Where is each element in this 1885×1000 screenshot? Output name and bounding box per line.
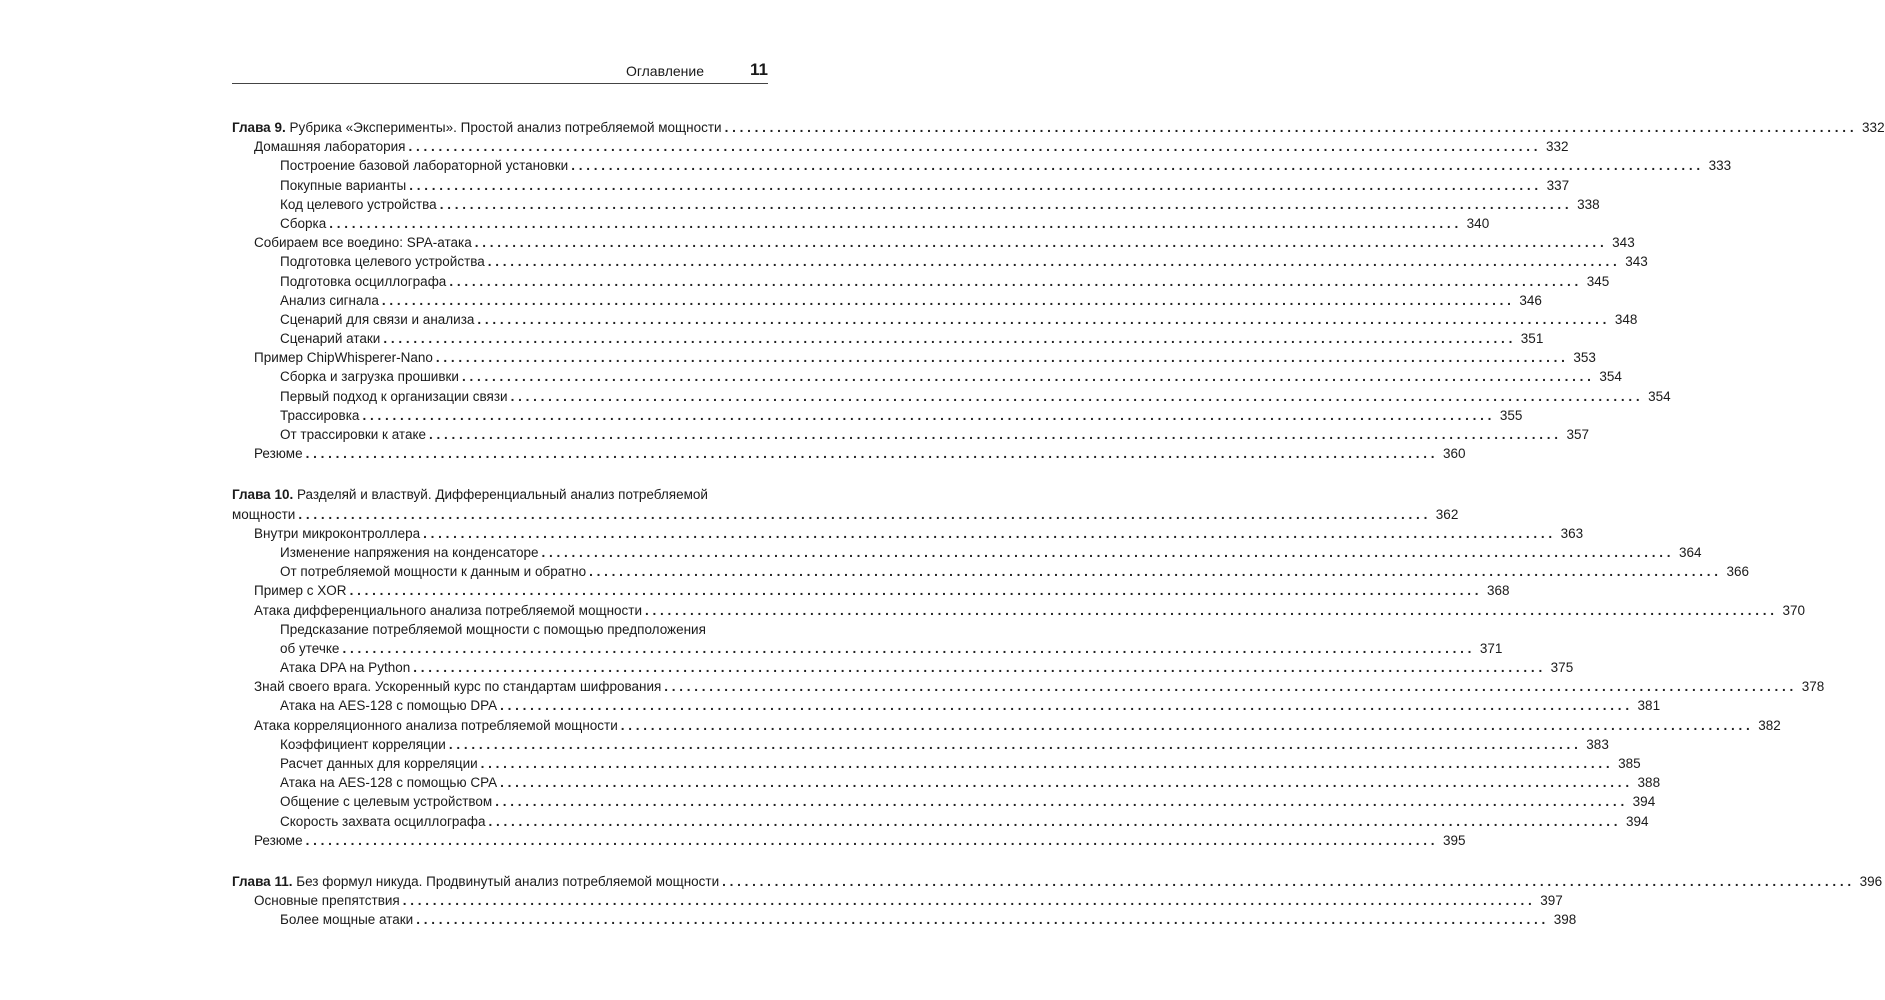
dot-leader [409, 176, 1538, 195]
entry-label: Расчет данных для корреляции [280, 756, 478, 771]
chapter-heading[interactable] [232, 118, 1885, 137]
section-entry[interactable] [232, 831, 1466, 850]
subsection-entry[interactable] [232, 735, 1609, 754]
subsection-entry[interactable] [232, 754, 1641, 773]
section-entry[interactable] [232, 137, 1569, 156]
entry-page-number: 357 [1566, 427, 1590, 442]
entry-page-number: 378 [1801, 679, 1825, 695]
dot-leader [413, 658, 1542, 677]
entry-label: Резюме [254, 446, 303, 462]
entry-label: Резюме [254, 832, 303, 848]
section-entry[interactable] [232, 716, 1781, 735]
entry-page-number: 353 [1573, 350, 1596, 366]
entry-label: Построение базовой лабораторной установки [280, 158, 569, 174]
dot-leader [645, 601, 1774, 620]
chapter-heading-continued[interactable] [232, 505, 1459, 524]
entry-label: Сборка и загрузка прошивки [280, 369, 459, 385]
chapter-prefix: Глава 10. [232, 487, 294, 503]
dot-leader [477, 310, 1606, 329]
dot-leader [350, 581, 1479, 600]
entry-label: Атака дифференциального анализа потребляемой мощности [254, 602, 643, 618]
entry-page-number: 398 [1553, 912, 1577, 928]
chapter-heading[interactable] [232, 872, 1883, 891]
entry-label: Собираем все воедино: SPA-атака [254, 235, 472, 251]
entry-label: Общение с целевым устройством [280, 794, 493, 810]
dot-leader [500, 773, 1629, 792]
entry-page-number: 382 [1758, 717, 1781, 733]
subsection-entry[interactable] [232, 367, 1622, 386]
entry-label: Атака на AES-128 с помощью CPA [280, 775, 498, 791]
dot-leader [298, 505, 1427, 524]
subsection-entry[interactable] [232, 910, 1577, 929]
section-entry[interactable] [232, 444, 1466, 463]
section-entry[interactable] [232, 677, 1825, 696]
dot-leader [589, 562, 1718, 581]
subsection-entry[interactable] [232, 214, 1490, 233]
header-rule [232, 83, 768, 84]
dot-leader [449, 735, 1578, 754]
dot-leader [429, 425, 1558, 444]
chapter-block [232, 485, 1825, 850]
dot-leader [571, 156, 1700, 175]
dot-leader [306, 831, 1435, 850]
dot-leader [621, 716, 1750, 735]
entry-page-number: 396 [1859, 873, 1883, 889]
dot-leader [500, 696, 1629, 715]
entry-page-number: 394 [1632, 794, 1656, 810]
subsection-entry[interactable] [232, 812, 1649, 831]
entry-label: Сборка [280, 215, 327, 231]
entry-page-number: 333 [1708, 158, 1732, 174]
entry-page-number: 343 [1625, 254, 1648, 270]
subsection-entry[interactable]: Предсказание потребляемой мощности с помощью предположения [280, 621, 706, 637]
dot-leader [416, 910, 1545, 929]
entry-label [232, 872, 719, 891]
dot-leader [511, 387, 1640, 406]
dot-leader [306, 444, 1435, 463]
entry-page-number: 332 [1545, 139, 1569, 155]
subsection-entry[interactable] [232, 543, 1702, 562]
entry-page-number: 394 [1625, 813, 1649, 829]
entry-page-number: 332 [1862, 120, 1885, 135]
entry-page-number: 383 [1586, 736, 1609, 752]
entry-label: Код целевого устройства [280, 196, 437, 212]
entry-page-number: 355 [1499, 407, 1523, 423]
entry-label: От трассировки к атаке [280, 427, 427, 442]
subsection-entry[interactable] [232, 329, 1544, 348]
entry-label: Сценарий для связи и анализа [280, 311, 475, 327]
entry-label: Домашняя лаборатория [254, 139, 406, 155]
entry-page-number: 345 [1586, 273, 1610, 289]
entry-page-number: 348 [1614, 311, 1638, 327]
entry-page-number: 395 [1443, 832, 1466, 848]
dot-leader [423, 524, 1552, 543]
entry-label: Основные препятствия [254, 893, 400, 909]
subsection-entry[interactable] [232, 658, 1574, 677]
entry-label: Знай своего врага. Ускоренный курс по стандартам шифрования [254, 679, 662, 695]
entry-label: Атака на AES-128 с помощью DPA [280, 698, 498, 714]
subsection-entry[interactable] [232, 310, 1638, 329]
chapter-prefix: Глава 9. [232, 120, 286, 135]
entry-page-number: 375 [1550, 660, 1574, 676]
entry-label: мощности [232, 506, 296, 522]
entry-label: Изменение напряжения на конденсаторе [280, 544, 539, 560]
dot-leader [664, 677, 1793, 696]
chapter-title: Без формул никуда. Продвинутый анализ потребляемой мощности [292, 873, 720, 889]
entry-page-number: 368 [1487, 583, 1510, 599]
dot-leader [725, 118, 1854, 137]
entry-label: Первый подход к организации связи [280, 388, 508, 404]
entry-page-number: 363 [1560, 525, 1584, 541]
section-entry[interactable] [232, 891, 1563, 910]
running-head [232, 60, 768, 82]
subsection-entry[interactable] [232, 291, 1542, 310]
entry-page-number: 388 [1637, 775, 1661, 791]
dot-leader [329, 214, 1458, 233]
chapter-heading[interactable] [232, 485, 768, 504]
subsection-entry-continued[interactable] [232, 639, 1503, 658]
dot-leader [462, 367, 1591, 386]
dot-leader [382, 291, 1511, 310]
dot-leader [495, 792, 1624, 811]
subsection-entry[interactable] [232, 773, 1661, 792]
page-number: 11 [750, 60, 768, 79]
chapter-block [232, 872, 1883, 930]
subsection-entry[interactable] [232, 195, 1600, 214]
entry-label: Анализ сигнала [280, 292, 379, 308]
entry-page-number: 343 [1612, 235, 1635, 251]
entry-label: От потребляемой мощности к данным и обратно [280, 564, 587, 580]
entry-label: Более мощные атаки [280, 912, 414, 928]
entry-page-number: 360 [1443, 446, 1466, 462]
section-entry[interactable] [232, 348, 1596, 367]
subsection-entry[interactable] [232, 272, 1610, 291]
dot-leader [449, 272, 1578, 291]
entry-label: Сценарий атаки [280, 331, 381, 347]
running-head-title: Оглавление [625, 63, 704, 79]
entry-label: Пример с XOR [254, 583, 347, 599]
entry-label: Подготовка целевого устройства [280, 254, 485, 270]
entry-label: Атака корреляционного анализа потребляемой мощности [254, 717, 618, 733]
entry-label: об утечке [280, 640, 340, 656]
entry-label: Пример ChipWhisperer-Nano [254, 350, 433, 366]
entry-page-number: 354 [1648, 388, 1671, 404]
chapter-prefix: Глава 11. [232, 873, 293, 889]
entry-page-number: 346 [1519, 292, 1542, 308]
entry-page-number: 340 [1466, 215, 1490, 231]
entry-page-number: 351 [1520, 331, 1544, 347]
entry-page-number: 397 [1540, 893, 1563, 909]
subsection-entry[interactable] [232, 176, 1570, 195]
entry-page-number: 370 [1782, 602, 1805, 618]
table-of-contents [232, 118, 1885, 952]
entry-label: Коэффициент корреляции [280, 736, 446, 752]
entry-page-number: 366 [1726, 564, 1750, 580]
subsection-entry[interactable] [232, 406, 1523, 425]
dot-leader [481, 754, 1610, 773]
subsection-entry[interactable] [232, 792, 1656, 811]
chapter-title: Рубрика «Эксперименты». Простой анализ потребляемой мощности [285, 120, 722, 135]
dot-leader [475, 233, 1604, 252]
entry-label: Внутри микроконтроллера [254, 525, 421, 541]
dot-leader [409, 137, 1538, 156]
entry-page-number: 362 [1435, 506, 1459, 522]
entry-label: Трассировка [280, 407, 360, 423]
entry-label: Скорость захвата осциллографа [280, 813, 486, 829]
entry-page-number: 354 [1599, 369, 1622, 385]
entry-label [232, 118, 722, 137]
subsection-entry[interactable] [232, 425, 1590, 444]
entry-page-number: 364 [1678, 544, 1702, 560]
entry-page-number: 371 [1479, 640, 1503, 656]
dot-leader [403, 891, 1532, 910]
chapter-title: Разделяй и властвуй. Дифференциальный анализ потребляемой [293, 487, 708, 503]
dot-leader [440, 195, 1569, 214]
entry-page-number: 381 [1637, 698, 1661, 714]
entry-label: Атака DPA на Python [280, 660, 411, 676]
dot-leader [436, 348, 1565, 367]
dot-leader [542, 543, 1671, 562]
chapter-block [232, 118, 1885, 463]
dot-leader [362, 406, 1491, 425]
subsection-entry[interactable] [232, 252, 1648, 271]
subsection-entry[interactable] [232, 562, 1750, 581]
entry-page-number: 338 [1577, 196, 1600, 212]
entry-page-number: 385 [1618, 756, 1641, 771]
subsection-entry[interactable] [232, 387, 1671, 406]
section-entry[interactable] [232, 581, 1510, 600]
section-entry[interactable] [232, 233, 1635, 252]
section-entry[interactable] [232, 524, 1584, 543]
dot-leader [722, 872, 1851, 891]
entry-label: Подготовка осциллографа [280, 273, 447, 289]
entry-label: Покупные варианты [280, 177, 407, 193]
subsection-entry[interactable] [232, 156, 1732, 175]
dot-leader [489, 812, 1618, 831]
subsection-entry[interactable] [232, 696, 1661, 715]
dot-leader [383, 329, 1512, 348]
entry-page-number: 337 [1546, 177, 1570, 193]
dot-leader [488, 252, 1617, 271]
dot-leader [342, 639, 1471, 658]
section-entry[interactable] [232, 601, 1805, 620]
